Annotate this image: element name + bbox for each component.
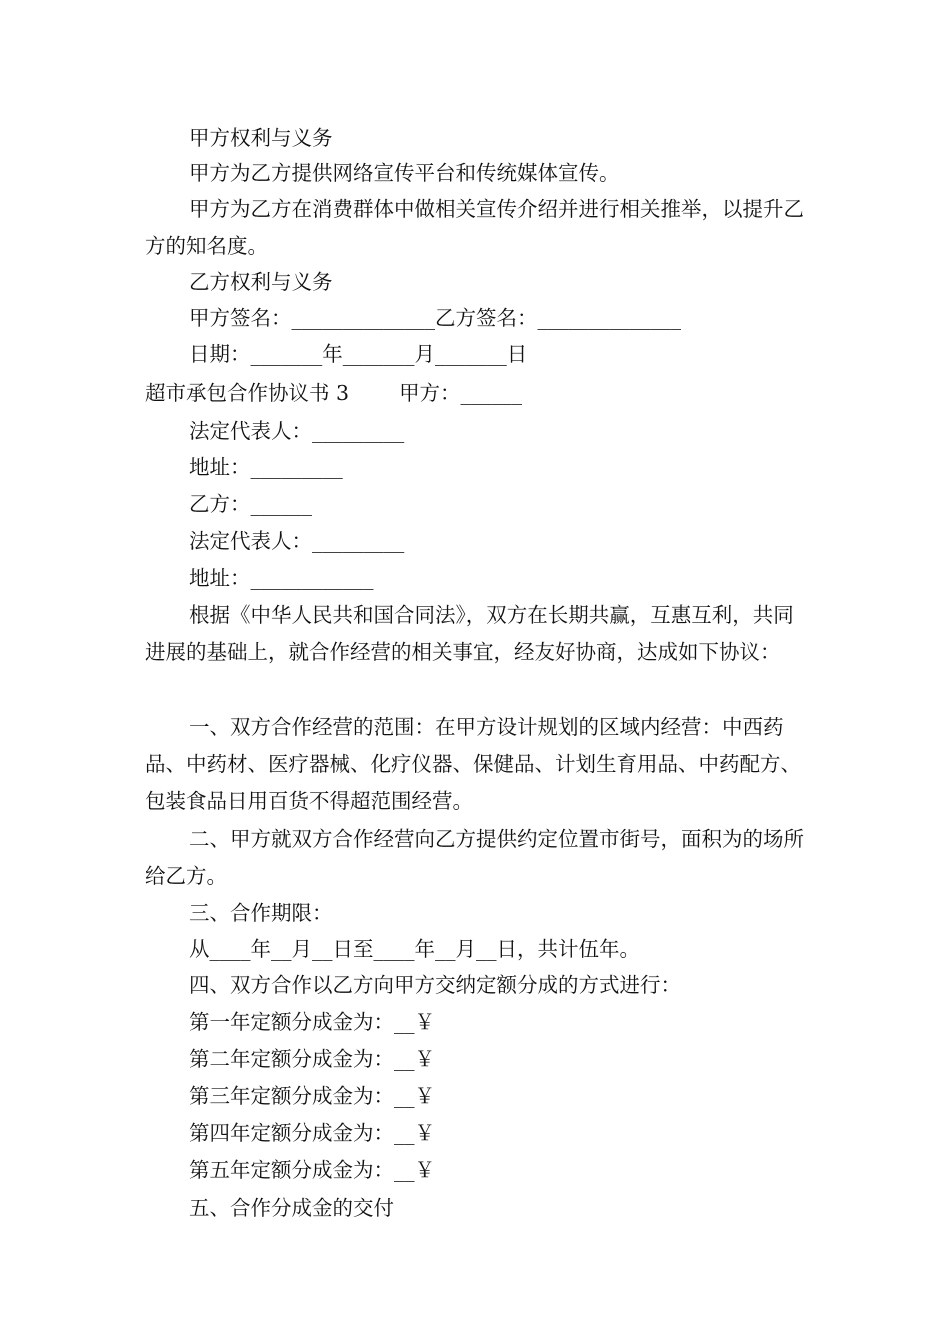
party-b-representative: 法定代表人：_________ [189, 529, 405, 553]
party-b-field: 乙方：______ [189, 492, 312, 516]
party-a-address: 地址：_________ [189, 455, 343, 479]
year-4-amount: 第四年定额分成金为：__￥ [189, 1121, 435, 1145]
year-3-amount: 第三年定额分成金为：__￥ [189, 1084, 435, 1108]
section-heading-party-a-rights: 甲方权利与义务 [189, 126, 333, 150]
section-heading-party-b-rights: 乙方权利与义务 [189, 270, 333, 294]
paragraph: 甲方为乙方在消费群体中做相关宣传介绍并进行相关推举，以提升乙方的知名度。 [145, 197, 804, 258]
document-title: 超市承包合作协议书 3 [145, 381, 350, 405]
clause-2: 二、甲方就双方合作经营向乙方提供约定位置市街号，面积为的场所给乙方。 [145, 827, 804, 888]
preamble-paragraph: 根据《中华人民共和国合同法》，双方在长期共赢，互惠互利，共同进展的基础上，就合作经营的相关事宜，经友好协商，达成如下协议： [145, 603, 794, 664]
party-b-address: 地址：____________ [189, 566, 374, 590]
term-line: 从____年__月__日至____年__月__日，共计伍年。 [189, 937, 640, 961]
date-line: 日期：_______年_______月_______日 [189, 342, 528, 366]
paragraph: 甲方为乙方提供网络宣传平台和传统媒体宣传。 [189, 161, 620, 185]
party-a-representative: 法定代表人：_________ [189, 419, 405, 443]
year-1-amount: 第一年定额分成金为：__￥ [189, 1010, 435, 1034]
year-2-amount: 第二年定额分成金为：__￥ [189, 1047, 435, 1071]
clause-1: 一、双方合作经营的范围：在甲方设计规划的区域内经营：中西药品、中药材、医疗器械、化疗仪器、保健品、计划生育用品、中药配方、包装食品日用百货不得超范围经营。 [145, 715, 801, 813]
party-a-field: 甲方：______ [399, 381, 523, 405]
clause-3: 三、合作期限： [189, 901, 333, 925]
year-5-amount: 第五年定额分成金为：__￥ [189, 1158, 435, 1182]
signature-line: 甲方签名：______________乙方签名：______________ [189, 306, 681, 330]
clause-5: 五、合作分成金的交付 [189, 1196, 394, 1220]
clause-4: 四、双方合作以乙方向甲方交纳定额分成的方式进行： [189, 973, 681, 997]
title-line [145, 375, 813, 412]
